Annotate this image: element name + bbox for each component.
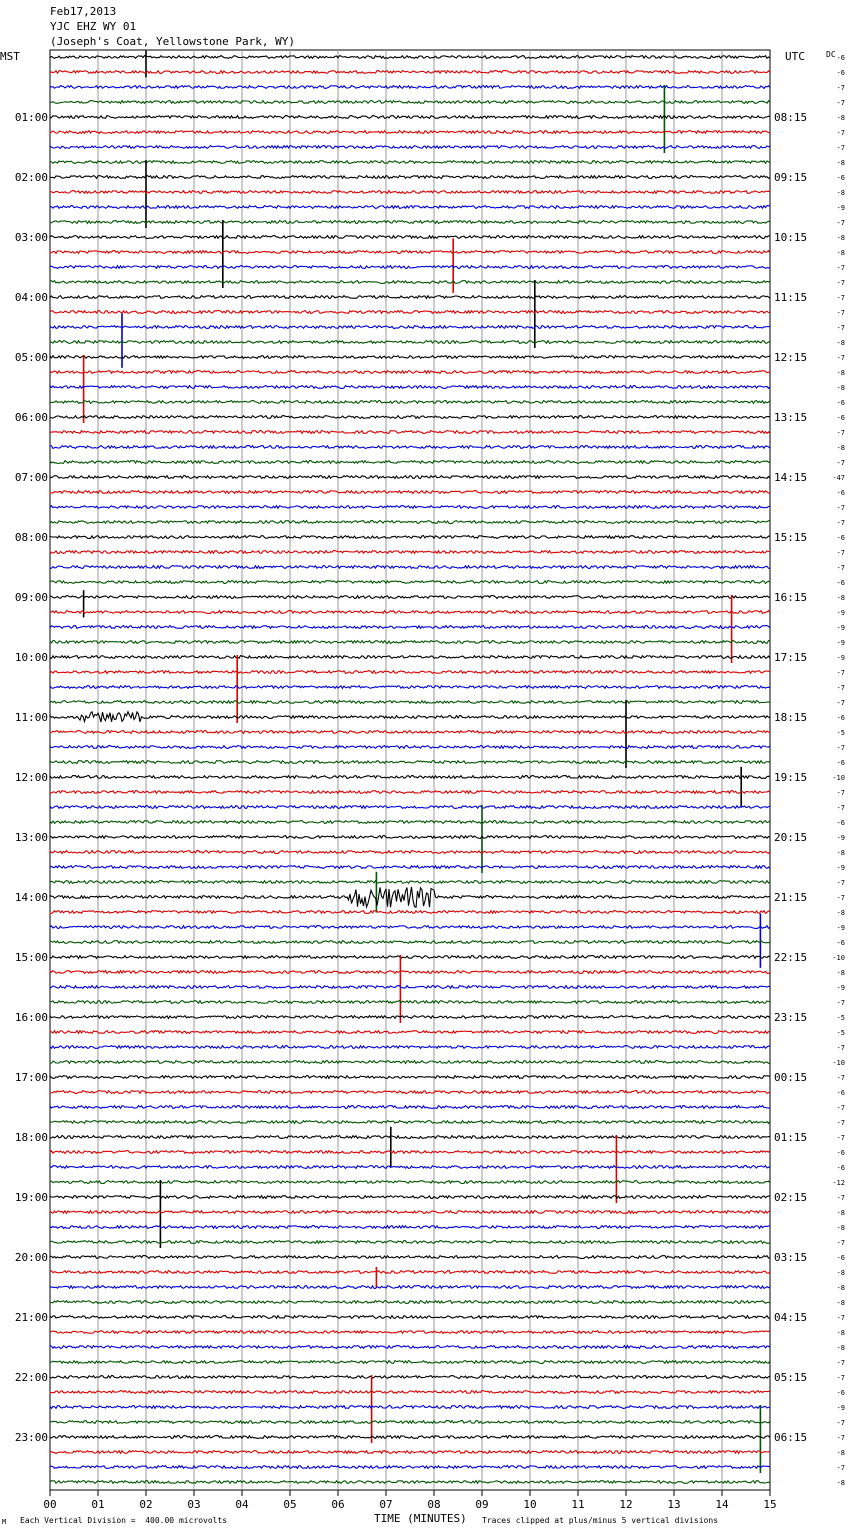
hour-label-utc: 10:15 bbox=[774, 231, 808, 244]
trace-line bbox=[50, 971, 770, 974]
trace-line bbox=[50, 1451, 770, 1454]
dc-offset-label: -9 bbox=[836, 1404, 845, 1412]
dc-offset-label: -7 bbox=[836, 1119, 845, 1127]
trace-line bbox=[50, 1031, 770, 1034]
trace-line bbox=[50, 566, 770, 569]
right-timezone-label: UTC bbox=[785, 50, 805, 63]
hour-label-utc: 09:15 bbox=[774, 171, 808, 184]
trace-line bbox=[50, 776, 770, 779]
dc-offset-label: -7 bbox=[836, 669, 845, 677]
trace-line bbox=[50, 71, 770, 74]
dc-offset-label: -7 bbox=[836, 429, 845, 437]
dc-offset-label: -7 bbox=[836, 1434, 845, 1442]
dc-offset-label: -6 bbox=[836, 534, 845, 542]
clip-note: Traces clipped at plus/minus 5 vertical divisions bbox=[482, 1516, 719, 1525]
x-tick-label: 06 bbox=[331, 1498, 345, 1511]
trace-line bbox=[50, 1211, 770, 1214]
dc-offset-label: -8 bbox=[836, 1449, 845, 1457]
trace-line bbox=[50, 251, 770, 254]
trace-line bbox=[50, 986, 770, 989]
hour-label-utc: 13:15 bbox=[774, 411, 808, 424]
dc-offset-label: -9 bbox=[836, 639, 845, 647]
dc-offset-label: -9 bbox=[836, 609, 845, 617]
dc-offset-label: -8 bbox=[836, 339, 845, 347]
trace-line bbox=[50, 866, 770, 869]
trace-line bbox=[50, 1436, 770, 1439]
dc-offset-label: -7 bbox=[836, 999, 845, 1007]
trace-line bbox=[50, 551, 770, 554]
dc-offset-label: -6 bbox=[836, 1389, 845, 1397]
trace-line bbox=[50, 1046, 770, 1049]
dc-offset-label: -8 bbox=[836, 234, 845, 242]
dc-offset-label: -5 bbox=[836, 1029, 845, 1037]
dc-offset-label: -10 bbox=[832, 954, 845, 962]
dc-offset-label: -8 bbox=[836, 159, 845, 167]
trace-line bbox=[50, 641, 770, 644]
hour-label-mst: 11:00 bbox=[14, 711, 48, 724]
trace-line bbox=[50, 536, 770, 539]
header-date: Feb17,2013 bbox=[50, 5, 117, 18]
dc-offset-label: -7 bbox=[836, 1239, 845, 1247]
trace-line bbox=[50, 296, 770, 299]
trace-line bbox=[50, 1481, 770, 1484]
trace-line bbox=[50, 671, 770, 674]
dc-offset-label: -8 bbox=[836, 1299, 845, 1307]
hour-label-utc: 18:15 bbox=[774, 711, 808, 724]
dc-offset-label: -7 bbox=[836, 1074, 845, 1082]
trace-line bbox=[50, 746, 770, 749]
trace-line bbox=[50, 1181, 770, 1184]
hour-label-mst: 21:00 bbox=[14, 1311, 48, 1324]
dc-offset-label: -9 bbox=[836, 654, 845, 662]
dc-offset-label: -8 bbox=[836, 909, 845, 917]
dc-offset-label: -7 bbox=[836, 324, 845, 332]
dc-offset-label: -10 bbox=[832, 774, 845, 782]
dc-offset-label: -6 bbox=[836, 399, 845, 407]
trace-line bbox=[50, 1136, 770, 1139]
trace-line bbox=[50, 221, 770, 224]
trace-line bbox=[50, 131, 770, 134]
trace-line bbox=[50, 1376, 770, 1379]
hour-label-utc: 01:15 bbox=[774, 1131, 808, 1144]
dc-offset-label: -7 bbox=[836, 699, 845, 707]
hour-label-utc: 19:15 bbox=[774, 771, 808, 784]
dc-offset-label: -6 bbox=[836, 1164, 845, 1172]
trace-line bbox=[50, 656, 770, 659]
dc-offset-label: -7 bbox=[836, 504, 845, 512]
dc-offset-label: -47 bbox=[832, 474, 845, 482]
trace-line bbox=[50, 1121, 770, 1124]
dc-offset-label: -6 bbox=[836, 939, 845, 947]
trace-line bbox=[50, 956, 770, 959]
dc-offset-label: -9 bbox=[836, 834, 845, 842]
dc-offset-label: -8 bbox=[836, 369, 845, 377]
dc-offset-label: -5 bbox=[836, 729, 845, 737]
dc-offset-label: -7 bbox=[836, 1314, 845, 1322]
dc-offset-label: -7 bbox=[836, 99, 845, 107]
trace-line bbox=[50, 626, 770, 629]
dc-offset-label: -6 bbox=[836, 489, 845, 497]
trace-line bbox=[50, 431, 770, 434]
trace-line bbox=[50, 1391, 770, 1394]
x-tick-label: 13 bbox=[667, 1498, 681, 1511]
hour-label-utc: 14:15 bbox=[774, 471, 808, 484]
dc-offset-label: -9 bbox=[836, 864, 845, 872]
dc-offset-label: -8 bbox=[836, 594, 845, 602]
dc-offset-label: -9 bbox=[836, 204, 845, 212]
trace-line bbox=[50, 791, 770, 794]
dc-offset-label: -6 bbox=[836, 54, 845, 62]
dc-offset-label: -7 bbox=[836, 219, 845, 227]
dc-offset-label: -7 bbox=[836, 144, 845, 152]
trace-line bbox=[50, 146, 770, 149]
dc-offset-label: -7 bbox=[836, 1419, 845, 1427]
hour-label-utc: 12:15 bbox=[774, 351, 808, 364]
hour-label-mst: 22:00 bbox=[14, 1371, 48, 1384]
x-tick-label: 14 bbox=[715, 1498, 729, 1511]
dc-offset-label: -8 bbox=[836, 1479, 845, 1487]
hour-label-utc: 06:15 bbox=[774, 1431, 808, 1444]
trace-line bbox=[50, 1301, 770, 1304]
x-tick-label: 03 bbox=[187, 1498, 201, 1511]
dc-offset-label: -6 bbox=[836, 1089, 845, 1097]
scale-note: Each Vertical Division = 400.00 microvolts bbox=[20, 1516, 228, 1525]
dc-offset-label: -8 bbox=[836, 1344, 845, 1352]
dc-offset-label: -7 bbox=[836, 879, 845, 887]
trace-line bbox=[50, 311, 770, 314]
trace-line bbox=[50, 371, 770, 374]
trace-line bbox=[50, 911, 770, 914]
hour-label-mst: 04:00 bbox=[14, 291, 48, 304]
hour-label-mst: 03:00 bbox=[14, 231, 48, 244]
dc-offset-label: -7 bbox=[836, 354, 845, 362]
hour-label-utc: 17:15 bbox=[774, 651, 808, 664]
trace-line bbox=[50, 56, 770, 59]
trace-line bbox=[50, 701, 770, 704]
dc-offset-label: -7 bbox=[836, 1464, 845, 1472]
dc-offset-label: -8 bbox=[836, 1329, 845, 1337]
hour-label-mst: 09:00 bbox=[14, 591, 48, 604]
trace-line bbox=[50, 191, 770, 194]
trace-line bbox=[50, 1256, 770, 1259]
trace-line bbox=[50, 1361, 770, 1364]
dc-offset-label: -6 bbox=[836, 69, 845, 77]
dc-offset-label: -6 bbox=[836, 714, 845, 722]
trace-line bbox=[50, 596, 770, 599]
dc-offset-label: -8 bbox=[836, 849, 845, 857]
dc-offset-label: -7 bbox=[836, 1044, 845, 1052]
hour-label-utc: 00:15 bbox=[774, 1071, 808, 1084]
trace-line bbox=[50, 1406, 770, 1409]
hour-label-mst: 05:00 bbox=[14, 351, 48, 364]
trace-line bbox=[50, 446, 770, 449]
x-tick-label: 10 bbox=[523, 1498, 537, 1511]
trace-line bbox=[50, 1166, 770, 1169]
trace-line bbox=[50, 116, 770, 119]
dc-offset-label: -9 bbox=[836, 924, 845, 932]
x-tick-label: 02 bbox=[139, 1498, 153, 1511]
hour-label-mst: 12:00 bbox=[14, 771, 48, 784]
hour-label-mst: 17:00 bbox=[14, 1071, 48, 1084]
trace-line bbox=[50, 1001, 770, 1004]
dc-offset-label: -9 bbox=[836, 984, 845, 992]
dc-offset-label: -6 bbox=[836, 819, 845, 827]
hour-label-utc: 20:15 bbox=[774, 831, 808, 844]
dc-offset-label: -7 bbox=[836, 519, 845, 527]
hour-label-utc: 02:15 bbox=[774, 1191, 808, 1204]
hour-label-utc: 16:15 bbox=[774, 591, 808, 604]
dc-offset-label: -7 bbox=[836, 804, 845, 812]
dc-offset-label: -12 bbox=[832, 1179, 845, 1187]
dc-offset-label: -7 bbox=[836, 564, 845, 572]
hour-label-mst: 16:00 bbox=[14, 1011, 48, 1024]
header-station: YJC EHZ WY 01 bbox=[50, 20, 137, 33]
trace-line bbox=[50, 1316, 770, 1319]
dc-offset-label: -8 bbox=[836, 1284, 845, 1292]
trace-line bbox=[50, 881, 770, 884]
trace-line bbox=[50, 281, 770, 284]
trace-line bbox=[50, 86, 770, 89]
dc-offset-label: -8 bbox=[836, 1269, 845, 1277]
trace-line bbox=[50, 1076, 770, 1079]
trace-line bbox=[50, 1061, 770, 1064]
trace-line bbox=[50, 326, 770, 329]
dc-offset-label: -7 bbox=[836, 309, 845, 317]
dc-offset-label: -6 bbox=[836, 1254, 845, 1262]
x-tick-label: 07 bbox=[379, 1498, 393, 1511]
trace-line bbox=[50, 1226, 770, 1229]
dc-offset-label: -8 bbox=[836, 384, 845, 392]
hour-label-utc: 05:15 bbox=[774, 1371, 808, 1384]
trace-line bbox=[50, 1331, 770, 1334]
dc-offset-label: -7 bbox=[836, 264, 845, 272]
dc-offset-label: -6 bbox=[836, 1149, 845, 1157]
dc-offset-label: -7 bbox=[836, 684, 845, 692]
trace-line bbox=[50, 1421, 770, 1424]
hour-label-mst: 02:00 bbox=[14, 171, 48, 184]
trace-line bbox=[50, 806, 770, 809]
corner-mark: M bbox=[2, 1518, 7, 1526]
trace-line bbox=[50, 887, 770, 908]
hour-label-mst: 23:00 bbox=[14, 1431, 48, 1444]
dc-offset-label: -7 bbox=[836, 459, 845, 467]
trace-line bbox=[50, 266, 770, 269]
trace-line bbox=[50, 506, 770, 509]
hour-label-utc: 11:15 bbox=[774, 291, 808, 304]
x-tick-label: 00 bbox=[43, 1498, 57, 1511]
trace-line bbox=[50, 1196, 770, 1199]
x-tick-label: 01 bbox=[91, 1498, 105, 1511]
dc-offset-label: -6 bbox=[836, 174, 845, 182]
dc-offset-label: -8 bbox=[836, 249, 845, 257]
dc-offset-label: -8 bbox=[836, 444, 845, 452]
trace-line bbox=[50, 1241, 770, 1244]
dc-offset-label: -7 bbox=[836, 1359, 845, 1367]
hour-label-utc: 15:15 bbox=[774, 531, 808, 544]
trace-line bbox=[50, 1271, 770, 1274]
dc-offset-label: -7 bbox=[836, 1194, 845, 1202]
trace-line bbox=[50, 356, 770, 359]
dc-offset-label: -8 bbox=[836, 1209, 845, 1217]
trace-line bbox=[50, 236, 770, 239]
hour-label-mst: 19:00 bbox=[14, 1191, 48, 1204]
trace-line bbox=[50, 176, 770, 179]
x-axis-title: TIME (MINUTES) bbox=[374, 1512, 467, 1525]
trace-line bbox=[50, 1346, 770, 1349]
header-location: (Joseph's Coat, Yellowstone Park, WY) bbox=[50, 35, 296, 48]
dc-offset-label: -5 bbox=[836, 1014, 845, 1022]
dc-offset-label: -7 bbox=[836, 1104, 845, 1112]
x-tick-label: 08 bbox=[427, 1498, 441, 1511]
trace-line bbox=[50, 491, 770, 494]
trace-line bbox=[50, 1016, 770, 1019]
dc-label: DC bbox=[826, 50, 836, 59]
trace-line bbox=[50, 161, 770, 164]
hour-label-mst: 07:00 bbox=[14, 471, 48, 484]
dc-offset-label: -7 bbox=[836, 549, 845, 557]
dc-offset-label: -10 bbox=[832, 1059, 845, 1067]
trace-line bbox=[50, 761, 770, 764]
trace-line bbox=[50, 1151, 770, 1154]
trace-line bbox=[50, 611, 770, 614]
hour-label-mst: 15:00 bbox=[14, 951, 48, 964]
dc-offset-label: -7 bbox=[836, 294, 845, 302]
dc-offset-label: -7 bbox=[836, 129, 845, 137]
dc-offset-label: -7 bbox=[836, 84, 845, 92]
trace-line bbox=[50, 521, 770, 524]
dc-offset-label: -9 bbox=[836, 624, 845, 632]
hour-label-mst: 01:00 bbox=[14, 111, 48, 124]
dc-offset-label: -6 bbox=[836, 414, 845, 422]
trace-line bbox=[50, 851, 770, 854]
hour-label-mst: 06:00 bbox=[14, 411, 48, 424]
x-tick-label: 04 bbox=[235, 1498, 249, 1511]
trace-line bbox=[50, 341, 770, 344]
trace-line bbox=[50, 1106, 770, 1109]
dc-offset-label: -7 bbox=[836, 744, 845, 752]
hour-label-utc: 21:15 bbox=[774, 891, 808, 904]
hour-label-mst: 20:00 bbox=[14, 1251, 48, 1264]
trace-line bbox=[50, 416, 770, 419]
trace-line bbox=[50, 836, 770, 839]
trace-line bbox=[50, 386, 770, 389]
hour-label-mst: 14:00 bbox=[14, 891, 48, 904]
dc-offset-label: -7 bbox=[836, 894, 845, 902]
hour-label-utc: 23:15 bbox=[774, 1011, 808, 1024]
dc-offset-label: -8 bbox=[836, 1224, 845, 1232]
dc-offset-label: -7 bbox=[836, 1134, 845, 1142]
dc-offset-label: -8 bbox=[836, 189, 845, 197]
trace-line bbox=[50, 476, 770, 479]
trace-line bbox=[50, 926, 770, 929]
dc-offset-label: -7 bbox=[836, 1374, 845, 1382]
dc-offset-label: -6 bbox=[836, 759, 845, 767]
hour-label-mst: 08:00 bbox=[14, 531, 48, 544]
dc-offset-label: -7 bbox=[836, 279, 845, 287]
trace-line bbox=[50, 712, 770, 722]
x-tick-label: 09 bbox=[475, 1498, 489, 1511]
hour-label-utc: 04:15 bbox=[774, 1311, 808, 1324]
trace-line bbox=[50, 1091, 770, 1094]
dc-offset-label: -6 bbox=[836, 579, 845, 587]
x-tick-label: 05 bbox=[283, 1498, 297, 1511]
trace-line bbox=[50, 461, 770, 464]
trace-line bbox=[50, 1466, 770, 1469]
dc-offset-label: -8 bbox=[836, 114, 845, 122]
trace-line bbox=[50, 821, 770, 824]
left-timezone-label: MST bbox=[0, 50, 20, 63]
trace-line bbox=[50, 401, 770, 404]
x-tick-label: 11 bbox=[571, 1498, 585, 1511]
x-tick-label: 15 bbox=[763, 1498, 777, 1511]
trace-line bbox=[50, 941, 770, 944]
hour-label-mst: 13:00 bbox=[14, 831, 48, 844]
trace-line bbox=[50, 101, 770, 104]
trace-line bbox=[50, 206, 770, 209]
trace-line bbox=[50, 686, 770, 689]
dc-offset-label: -8 bbox=[836, 969, 845, 977]
x-tick-label: 12 bbox=[619, 1498, 633, 1511]
trace-line bbox=[50, 1286, 770, 1289]
dc-offset-label: -7 bbox=[836, 789, 845, 797]
hour-label-mst: 10:00 bbox=[14, 651, 48, 664]
hour-label-utc: 22:15 bbox=[774, 951, 808, 964]
trace-line bbox=[50, 731, 770, 734]
hour-label-mst: 18:00 bbox=[14, 1131, 48, 1144]
hour-label-utc: 03:15 bbox=[774, 1251, 808, 1264]
trace-line bbox=[50, 581, 770, 584]
hour-label-utc: 08:15 bbox=[774, 111, 808, 124]
